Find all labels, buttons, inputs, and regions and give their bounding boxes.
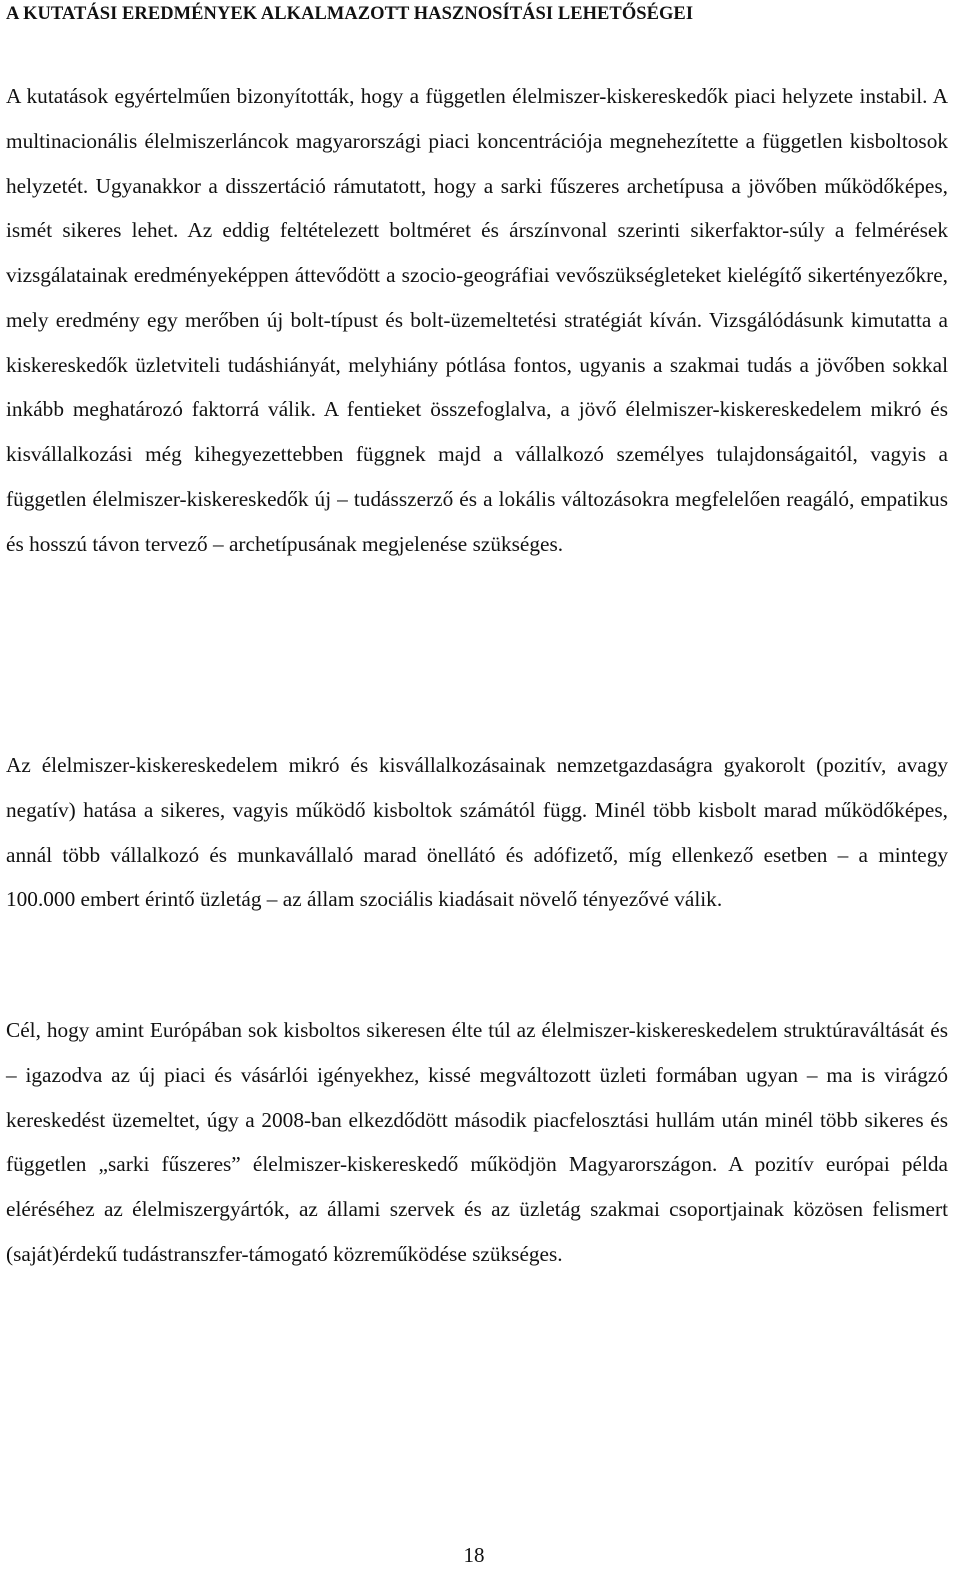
- body-paragraph-2: Az élelmiszer-kiskereskedelem mikró és kisvállalkozásainak nemzetgazdaságra gyakorolt (pozitív, avagy negatív) hatása a sikeres, vagyis működő kisboltok számától függ. Minél több kisbolt marad működőképes, annál több vállalkozó és munkavállaló marad önellátó és adófizető, míg ellenkező esetben – a mintegy 100.000 embert érintő üzletág – az állam szociális kiadásait növelő tényezővé válik.: [6, 753, 948, 912]
- body-paragraph-1: A kutatások egyértelműen bizonyították, hogy a független élelmiszer-kiskereskedők piaci helyzete instabil. A multinacionális élelmiszerláncok magyarországi piaci koncentrációja megnehezítette a független kisboltosok helyzetét. Ugyanakkor a disszertáció rámutatott, hogy a sarki fűszeres archetípusa a jövőben működőképes, ismét sikeres lehet. Az eddig feltételezett boltméret és árszínvonal szerinti sikerfaktor-súly a felmérések vizsgálatainak eredményeképpen áttevődött a szocio-geográfiai vevőszükségleteket kielégítő sikertényezőkre, mely eredmény egy merőben új bolt-típust és bolt-üzemeltetési stratégiát kíván. Vizsgálódásunk kimutatta a kiskereskedők üzletviteli tudáshiányát, melyhiány pótlása fontos, ugyanis a szakmai tudás a jövőben sokkal inkább meghatározó faktorrá válik. A fentieket összefoglalva, a jövő élelmiszer-kiskereskedelem mikró és kisvállalkozási még kihegyezettebben függnek majd a vállalkozó személyes tulajdonságaitól, vagyis a független élelmiszer-kiskereskedők új – tudásszerző és a lokális változásokra megfelelően reagáló, empatikus és hosszú távon tervező – archetípusának megjelenése szükséges.: [6, 84, 948, 556]
- body-paragraph-3: Cél, hogy amint Európában sok kisboltos sikeresen élte túl az élelmiszer-kiskereskedelem struktúraváltását és – igazodva az új piaci és vásárlói igényekhez, kissé megváltozott üzleti formában ugyan – ma is virágzó kereskedést üzemeltet, úgy a 2008-ban elkezdődött második piacfelosztási hullám után minél több sikeres és független „sarki fűszeres” élelmiszer-kiskereskedő működjön Magyarországon. A pozitív európai példa eléréséhez az élelmiszergyártók, az állami szervek és az üzletág szakmai csoportjainak közösen felismert (saját)érdekű tudástranszfer-támogató közreműködése szükséges.: [6, 1018, 948, 1266]
- page-number: 18: [463, 1543, 485, 1567]
- section-heading: A KUTATÁSI EREDMÉNYEK ALKALMAZOTT HASZNOSÍTÁSI LEHETŐSÉGEI: [6, 4, 694, 24]
